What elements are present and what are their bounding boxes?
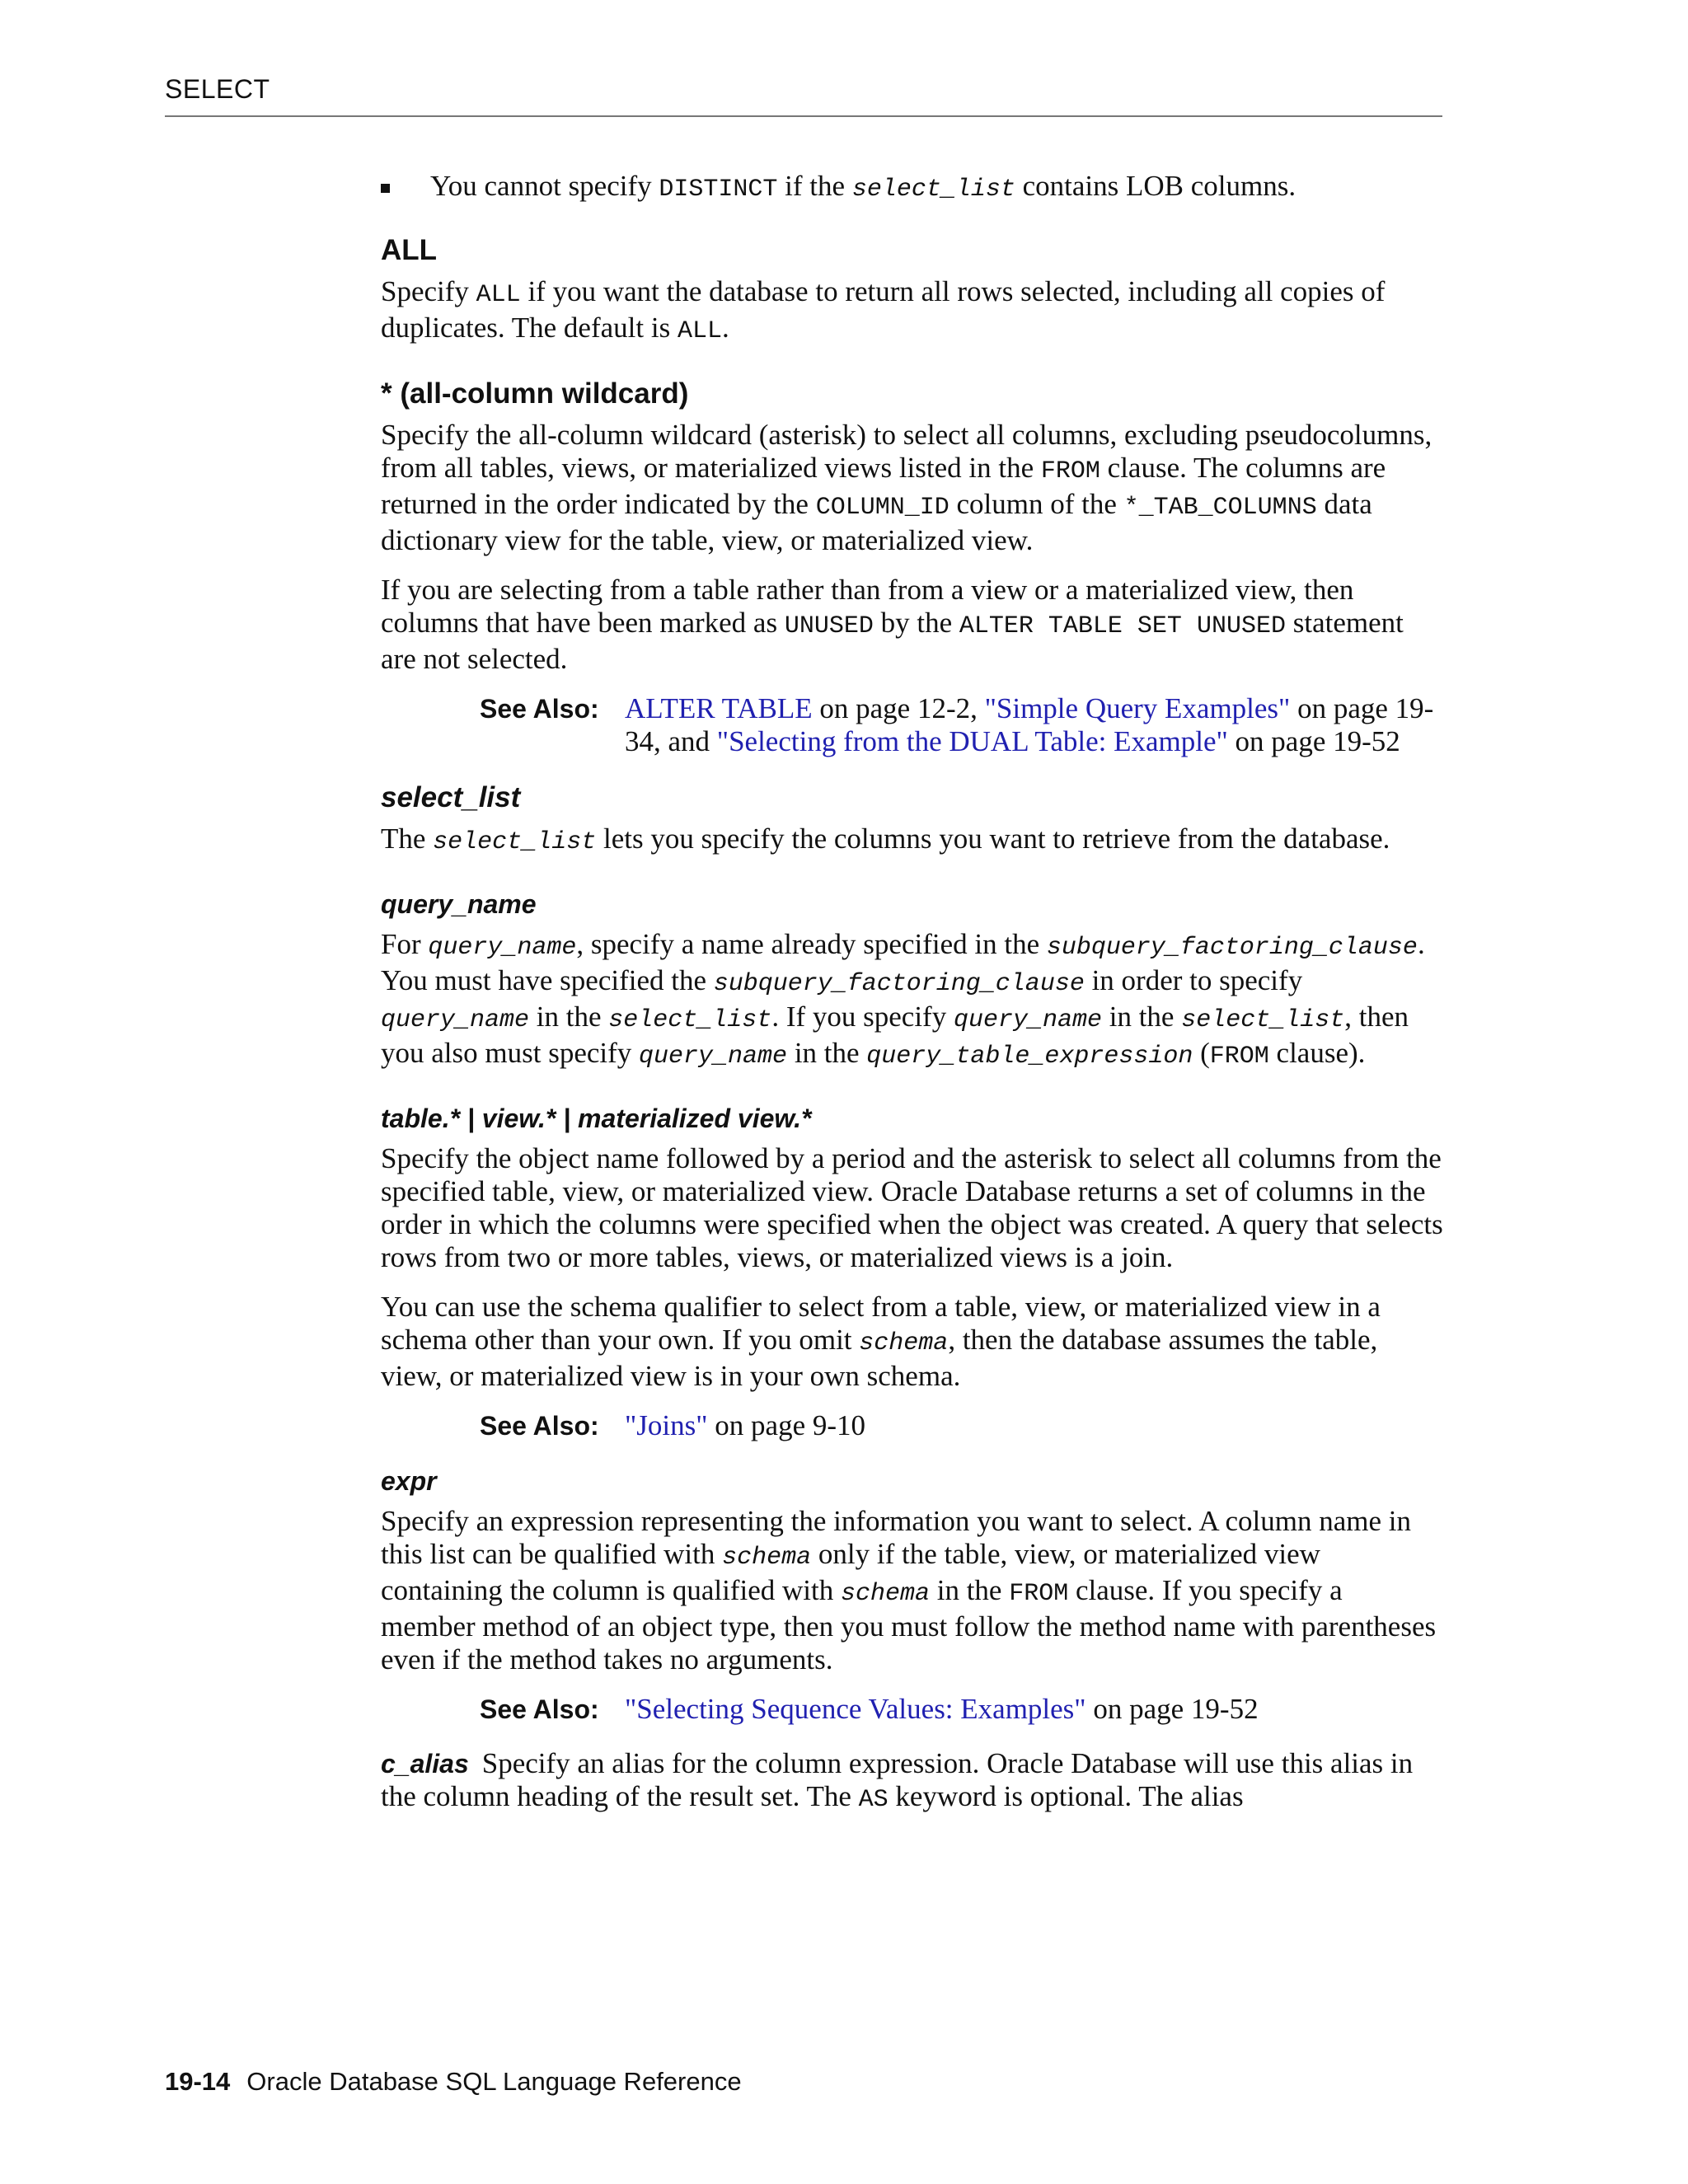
book-title: Oracle Database SQL Language Reference [246, 2067, 742, 2096]
heading-query-name: query_name [381, 889, 537, 919]
link-joins[interactable]: "Joins" [625, 1409, 708, 1441]
heading-table-star: table.* | view.* | materialized view.* [381, 1104, 812, 1133]
square-bullet-icon [381, 170, 430, 203]
bullet-text: You cannot specify DISTINCT if the select_list contains LOB columns. [430, 170, 1296, 204]
page-footer [165, 2067, 742, 2097]
see-also-label: See Also: [480, 694, 599, 724]
page-content [381, 170, 1444, 1833]
heading-select-list: select_list [381, 781, 521, 813]
heading-all: ALL [381, 234, 438, 266]
link-alter-table[interactable]: ALTER TABLE [625, 692, 813, 724]
see-also-label: See Also: [480, 1694, 599, 1724]
expr-paragraph: Specify an expression representing the information you want to select. A column name in this list can be qualified with schema only if the table, view, or materialized view containing the column is qualified with schema in the FROM clause. If you specify a member method of an object type, then you must follow the method name with parentheses even if the method takes no arguments. [381, 1505, 1437, 1675]
link-selecting-sequence-values[interactable]: "Selecting Sequence Values: Examples" [625, 1693, 1086, 1725]
see-also-joins: See Also: "Joins" on page 9-10 [480, 1409, 866, 1441]
see-also-sequence: See Also: "Selecting Sequence Values: Examples" on page 19-52 [480, 1693, 1259, 1725]
wildcard-paragraph-2: If you are selecting from a table rather than from a view or a materialized view, then columns that have been marked as UNUSED by the ALTER TABLE SET UNUSED statement are not selected. [381, 574, 1404, 675]
table-star-paragraph-2: You can use the schema qualifier to select from a table, view, or materialized view in a schema other than your own. If you omit schema, then the database assumes the table, view, or materialized view is in your own schema. [381, 1291, 1381, 1392]
header-rule [165, 115, 1442, 117]
page-number: 19-14 [165, 2067, 231, 2096]
bullet-item [381, 170, 1444, 206]
see-also-wildcard: See Also: ALTER TABLE on page 12-2, "Simple Query Examples" on page 19-34, and "Selecting from the DUAL Table: Example" on page 19-52 [480, 692, 1434, 757]
all-paragraph: Specify ALL if you want the database to return all rows selected, including all copies of duplicates. The default is ALL. [381, 275, 1386, 345]
heading-wildcard: * (all-column wildcard) [381, 377, 689, 410]
link-simple-query-examples[interactable]: "Simple Query Examples" [984, 692, 1291, 724]
query-name-paragraph: For query_name, specify a name already specified in the subquery_factoring_clause. You must have specified the subquery_factoring_clause in order to specify query_name in the select_list. If you specify query_name in the select_list, then you also must specify query_name in the query_table_expression (FROM clause). [381, 928, 1425, 1071]
c-alias-paragraph: c_alias Specify an alias for the column expression. Oracle Database will use this alias in the column heading of the result set. The AS keyword is optional. The alias [381, 1747, 1414, 1814]
heading-expr: expr [381, 1466, 437, 1496]
see-also-label: See Also: [480, 1411, 599, 1441]
wildcard-paragraph-1: Specify the all-column wildcard (asterisk) to select all columns, excluding pseudocolumns, from all tables, views, or materialized views listed in the FROM clause. The columns are returned in the order indicated by the COLUMN_ID column of the *_TAB_COLUMNS data dictionary view for the table, view, or materialized view. [381, 419, 1432, 556]
select-list-paragraph: The select_list lets you specify the columns you want to retrieve from the database. [381, 823, 1390, 856]
running-header: SELECT [165, 74, 270, 104]
link-selecting-from-dual[interactable]: "Selecting from the DUAL Table: Example" [716, 725, 1228, 757]
table-star-paragraph-1: Specify the object name followed by a period and the asterisk to select all columns from the specified table, view, or materialized view. Oracle Database returns a set of columns in the order in which the columns were specified when the object was created. A query that selects rows from two or more tables, views, or materialized views is a join. [381, 1142, 1443, 1273]
heading-c-alias: c_alias [381, 1749, 469, 1779]
